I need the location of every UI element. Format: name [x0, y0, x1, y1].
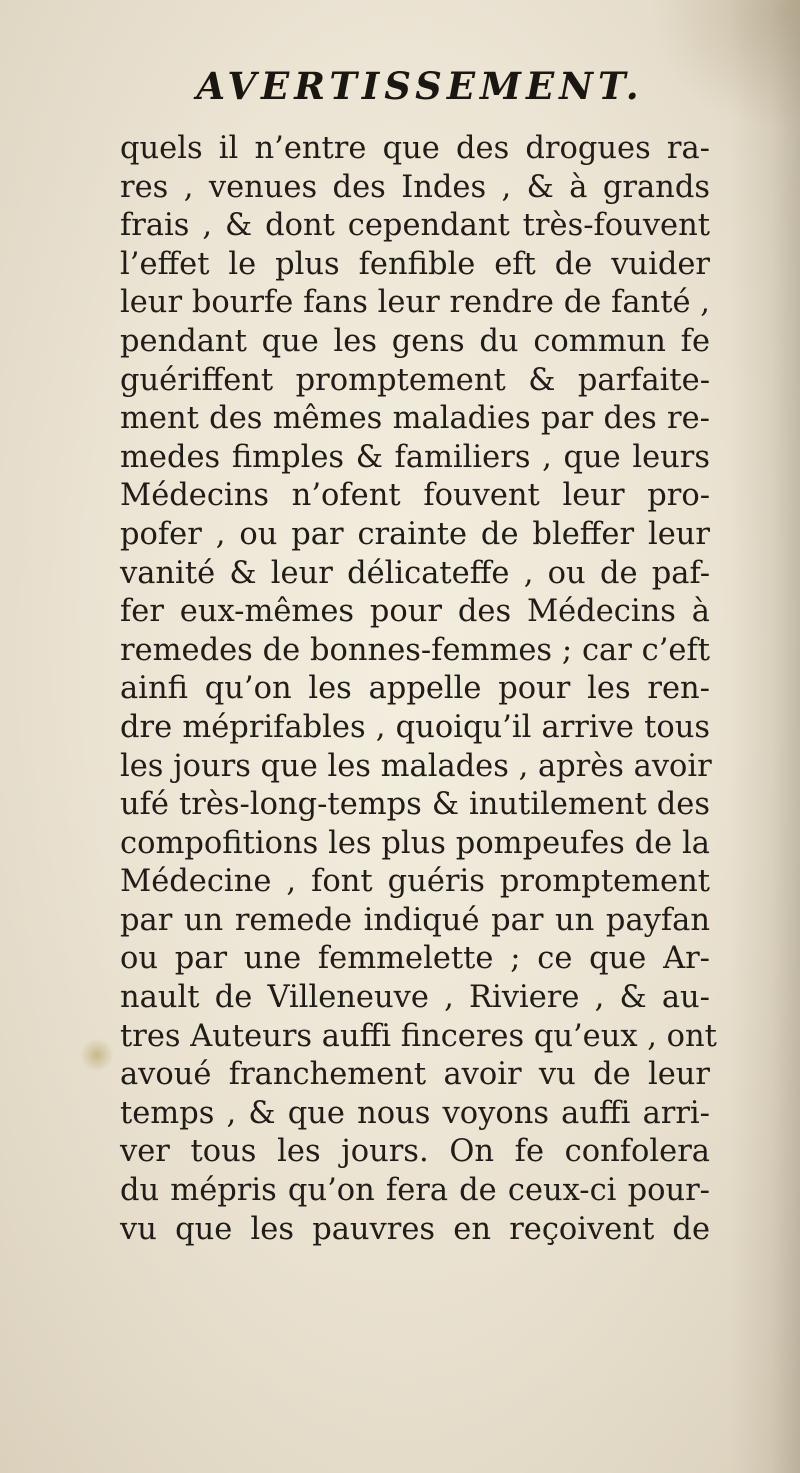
text-line: leur bourfe fans leur rendre de fanté , [120, 285, 710, 321]
text-line: nault de Villeneuve , Riviere , & au- [120, 980, 710, 1016]
text-line: ufé très-long-temps & inutilement des [120, 787, 710, 823]
text-line: compofitions les plus pompeufes de la [120, 825, 710, 861]
text-line: tres Auteurs auffi finceres qu’eux , ont [120, 1018, 717, 1054]
page-edge-shadow [730, 0, 800, 1473]
text-line: Médecine , font guéris promptement [120, 864, 710, 900]
text-line: temps , & que nous voyons auffi arri- [120, 1095, 710, 1131]
body-text [120, 130, 717, 1249]
text-line: avoué franchement avoir vu de leur [120, 1057, 710, 1093]
text-line: medes fimples & familiers , que leurs [120, 439, 710, 475]
text-line: pendant que les gens du commun fe [120, 323, 710, 359]
text-line: guériffent promptement & parfaite- [120, 362, 710, 398]
text-line: ou par une femmelette ; ce que Ar- [120, 941, 710, 977]
ink-stain [80, 1038, 114, 1072]
text-line: les jours que les malades , après avoir [120, 748, 712, 784]
text-line: ver tous les jours. On fe confolera [120, 1134, 710, 1170]
text-line: quels il n’entre que des drogues ra- [120, 131, 710, 166]
text-line: ment des mêmes maladies par des re- [120, 401, 710, 437]
running-header: AVERTISSEMENT. [196, 64, 644, 108]
text-line: res , venues des Indes , & à grands [120, 169, 710, 205]
text-line: Médecins n’ofent fouvent leur pro- [120, 478, 710, 514]
text-line: dre méprifables , quoiqu’il arrive tous [120, 709, 710, 745]
text-line: pofer , ou par crainte de bleffer leur [120, 516, 710, 552]
text-line: fer eux-mêmes pour des Médecins à [120, 594, 710, 630]
text-line: remedes de bonnes-femmes ; car c’eft [120, 632, 710, 668]
text-line: vanité & leur délicateffe , ou de paf- [120, 555, 710, 591]
text-line: ainfi qu’on les appelle pour les ren- [120, 671, 710, 707]
text-line: l’effet le plus fenfible eft de vuider [120, 246, 710, 282]
text-line: vu que les pauvres en reçoivent de [120, 1211, 710, 1247]
text-line: du mépris qu’on fera de ceux-ci pour- [120, 1173, 710, 1209]
text-line: par un remede indiqué par un payfan [120, 902, 710, 938]
text-line: frais , & dont cependant très-fouvent [120, 208, 710, 244]
